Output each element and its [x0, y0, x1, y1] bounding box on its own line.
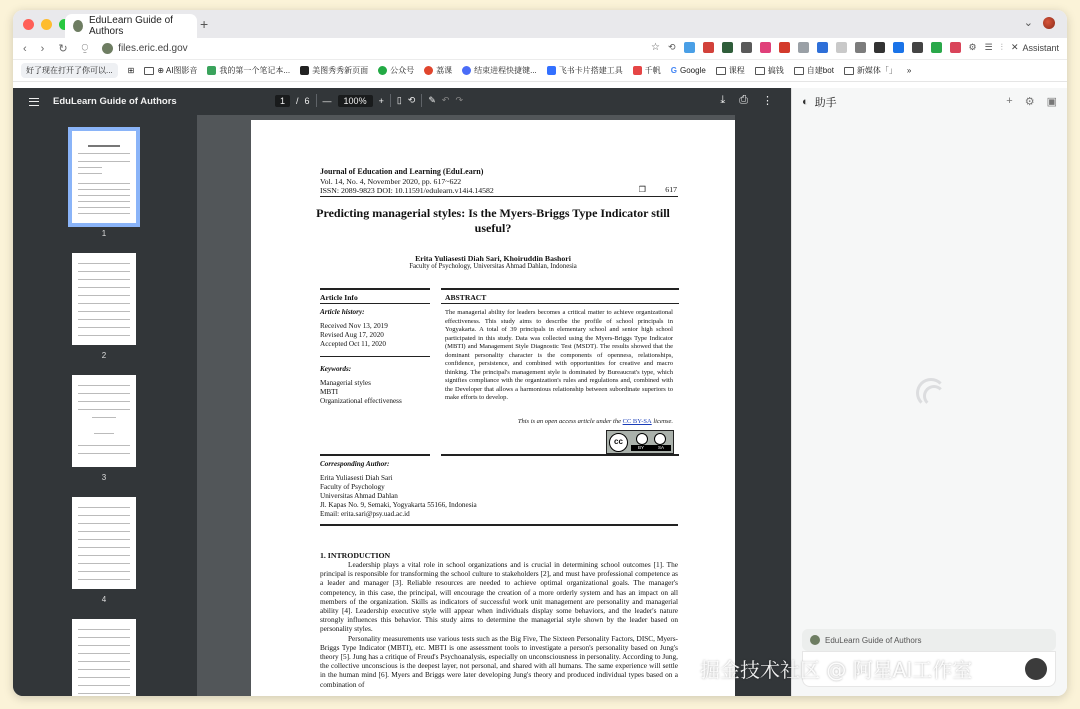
undo-icon[interactable]: ↶ [441, 95, 450, 105]
rotate-icon[interactable]: ⟲ [407, 95, 416, 105]
article-info-heading: Article Info [320, 293, 358, 302]
qianfan-icon [633, 66, 642, 75]
watermark-text: 掘金技术社区 @ 阿星AI工作室 [700, 658, 973, 682]
course-icon [424, 66, 433, 75]
paragraph: Leadership plays a vital role in school organizations and is crucial in determining school outcomes [1]. The principal is responsible for transforming the school culture to stakeholders [2], and must have professional competence as a leader and manager [3]. Reliable resources are needed to achieve optimal organizational goals. The manager's competency, in this case, the principal, will encourage the creation of a more orderly system and has an impact on all members of the organization. Skills as indicators of successful work unit management are personality and managerial ability [4]. Leadership executive style will appear when individuals display some behaviors, and the leader's nature strongly influences this behavior. This study aims to determine the managerial style shown by the leader based on personality styles. [320, 560, 678, 634]
license-link[interactable]: CC BY-SA [622, 418, 652, 425]
journal-header [320, 167, 494, 196]
thumbnail-page-5[interactable] [72, 619, 136, 696]
extension-icon[interactable] [855, 42, 866, 53]
translate-icon[interactable]: ⟲ [667, 42, 676, 52]
tab-title: EduLearn Guide of Authors [88, 15, 173, 37]
assistant-header [792, 88, 1067, 115]
mic-icon[interactable]: ⍜ [81, 42, 89, 54]
journal-name: Journal of Education and Learning (EduLearn) [320, 167, 484, 176]
revised-date: Revised Aug 17, 2020 [320, 331, 384, 339]
assistant-label: Assistant [1022, 42, 1059, 53]
thumbnail-number: 2 [101, 351, 107, 360]
context-chip[interactable] [802, 629, 1056, 651]
menu-icon[interactable] [29, 98, 39, 106]
right-gutter [735, 115, 791, 696]
extension-icon[interactable] [950, 42, 961, 53]
tab-list-chevron-icon[interactable]: ⌄ [1023, 17, 1033, 29]
corresponding-faculty: Faculty of Psychology [320, 483, 385, 491]
puzzle-icon[interactable] [893, 42, 904, 53]
page-number-value: 617 [665, 185, 677, 194]
extension-icon[interactable] [836, 42, 847, 53]
extension-icon[interactable] [684, 42, 695, 53]
header-rule [320, 196, 678, 197]
voice-icon[interactable]: ⫶ [1000, 42, 1003, 52]
cc-sa-icon [654, 433, 666, 445]
apps-grid-icon[interactable]: ⊞ [127, 66, 135, 75]
bookmark-item[interactable]: 飞书卡片搭建工具 [547, 65, 623, 76]
thumbnail-number: 1 [101, 229, 107, 238]
extension-icon[interactable] [912, 42, 923, 53]
rule [320, 288, 430, 290]
thumbnail-page-4[interactable] [72, 497, 136, 589]
folder-icon [844, 67, 854, 75]
zoom-in-button[interactable]: + [378, 95, 384, 106]
site-favicon-icon [810, 635, 820, 645]
extension-icon[interactable] [741, 42, 752, 53]
more-options-icon[interactable]: ⋮ [762, 95, 773, 107]
rule [320, 356, 430, 357]
folder-icon [794, 67, 804, 75]
bookmarks-bar [13, 60, 1067, 82]
rule [320, 303, 430, 304]
bookmark-folder[interactable]: 新媒体「」 [844, 65, 897, 76]
cc-by-icon [636, 433, 648, 445]
keywords-heading: Keywords: [320, 365, 352, 373]
page-controls [275, 94, 463, 107]
received-date: Received Nov 13, 2019 [320, 322, 388, 330]
paper-affiliation: Faculty of Psychology, Universitas Ahmad Dahlan, Indonesia [409, 263, 577, 270]
extension-icon[interactable] [798, 42, 809, 53]
assistant-logo-icon: ◐ [802, 95, 809, 108]
cc-logo-icon: cc [609, 433, 628, 452]
bookmark-item[interactable]: 我的第一个笔记本... [207, 65, 290, 76]
pdf-page [251, 120, 735, 696]
bookmark-item[interactable]: 公众号 [378, 65, 414, 76]
corresponding-address: Jl. Kapas No. 9, Semaki, Yogyakarta 55166, Indonesia [320, 501, 477, 509]
bookmark-folder[interactable]: 自建bot [794, 65, 834, 76]
pdf-viewer [13, 88, 791, 696]
bookmark-folder[interactable]: ⊕ AI图影音 [144, 65, 197, 76]
wechat-icon [378, 66, 387, 75]
keyword: Managerial styles [320, 379, 371, 387]
url-text: files.eric.ed.gov [118, 43, 188, 54]
address-bar [13, 38, 1067, 60]
journal-issn: ISSN: 2089-9823 DOI: 10.11591/edulearn.v14i4.14582 [320, 186, 494, 195]
extension-icon[interactable] [817, 42, 828, 53]
corresponding-author-heading: Corresponding Author: [320, 460, 390, 468]
redo-icon[interactable]: ↷ [455, 95, 463, 105]
paper-title: Predicting managerial styles: Is the Myers-Briggs Type Indicator still useful? [316, 206, 670, 235]
context-chip-label: EduLearn Guide of Authors [825, 635, 922, 645]
extension-icon[interactable] [874, 42, 885, 53]
page-number [639, 185, 677, 194]
close-window-button[interactable] [23, 19, 34, 30]
window-controls [23, 19, 70, 30]
journal-volume: Vol. 14, No. 4, November 2020, pp. 617~622 [320, 176, 462, 186]
assistant-panel [791, 88, 1067, 696]
assistant-placeholder-logo-icon [916, 378, 946, 408]
assistant-toggle-button[interactable] [1011, 42, 1059, 53]
close-small-icon: ✕ [1010, 42, 1019, 52]
pdf-toolbar [13, 88, 791, 115]
bookmark-item[interactable]: 千帆 [633, 65, 661, 76]
pdf-title: EduLearn Guide of Authors [53, 96, 177, 107]
folder-icon [144, 67, 154, 75]
site-favicon-icon [73, 20, 83, 32]
feishu-icon [547, 66, 556, 75]
abstract-heading: ABSTRACT [445, 293, 487, 302]
reload-icon[interactable]: ↻ [58, 43, 68, 55]
zoom-out-button[interactable]: — [322, 95, 332, 106]
forward-icon[interactable]: › [40, 42, 45, 55]
bookmark-item[interactable]: G Google [670, 66, 706, 75]
download-icon[interactable]: ⤓ [720, 94, 726, 106]
bookmark-item[interactable]: 结束进程快捷键... [462, 65, 537, 76]
corresponding-name: Erita Yuliasesti Diah Sari [320, 474, 393, 482]
bookmark-folder[interactable]: 搞钱 [755, 65, 784, 76]
bookmark-item[interactable]: 好了现在打开了你可以... [21, 63, 118, 78]
divider [316, 94, 317, 107]
folder-icon [716, 67, 726, 75]
annotate-icon[interactable]: ✎ [428, 95, 436, 105]
article-history-heading: Article history: [320, 308, 365, 316]
notebook-icon [207, 66, 216, 75]
rule [320, 454, 430, 456]
rule [441, 454, 679, 456]
bookmark-folder[interactable]: 课程 [716, 65, 745, 76]
extension-icon[interactable] [722, 42, 733, 53]
total-pages: 6 [304, 95, 310, 106]
thumbnail-page-3[interactable] [72, 375, 136, 467]
page-number-input[interactable]: 1 [275, 95, 290, 107]
history-icon[interactable]: ▣ [1046, 96, 1057, 108]
rule [320, 524, 678, 526]
profile-avatar[interactable] [1043, 17, 1055, 29]
browser-window [13, 10, 1067, 696]
star-icon[interactable]: ☆ [651, 42, 660, 53]
nav-buttons [23, 42, 88, 55]
rule [441, 288, 679, 290]
print-icon[interactable]: ⎙ [739, 94, 748, 106]
introduction-body [320, 560, 678, 689]
gear-icon [462, 66, 471, 75]
accepted-date: Accepted Oct 11, 2020 [320, 340, 386, 348]
fit-page-icon[interactable]: ▯ [396, 95, 402, 105]
page-separator: / [296, 95, 299, 106]
site-info-icon [102, 43, 113, 54]
bookmark-item[interactable]: 荔课 [424, 65, 452, 76]
minimize-window-button[interactable] [41, 19, 52, 30]
thumbnail-number: 3 [101, 473, 107, 482]
corresponding-university: Universitas Ahmad Dahlan [320, 492, 398, 500]
rule [441, 303, 679, 304]
extension-icon[interactable] [760, 42, 771, 53]
open-access-notice: This is an open access article under the CC BY-SA license. [517, 418, 673, 425]
bookmarks-overflow-button[interactable]: » [906, 66, 912, 75]
keyword: MBTI [320, 388, 338, 396]
extension-icon[interactable] [931, 42, 942, 53]
extension-icon[interactable] [703, 42, 714, 53]
bookmark-item[interactable]: 美图秀秀新页面 [300, 65, 368, 76]
new-tab-button[interactable]: + [200, 16, 209, 32]
zoom-input[interactable]: 100% [338, 95, 373, 107]
page-symbol-icon: ❒ [638, 185, 646, 194]
cc-badge-labels: BY SA [631, 445, 671, 451]
cc-license-badge[interactable] [606, 430, 674, 454]
back-icon[interactable]: ‹ [23, 42, 27, 55]
google-icon: G [670, 66, 677, 75]
tabbar-controls [1024, 16, 1055, 29]
paper-authors: Erita Yuliasesti Diah Sari, Khoiruddin Bashori [415, 254, 571, 263]
extensions-row [651, 42, 1059, 53]
tab-bar [13, 10, 1067, 38]
assistant-title: 助手 [814, 96, 837, 109]
extensions-menu-icon[interactable]: ⚙ [968, 42, 977, 52]
send-button[interactable] [1025, 658, 1047, 680]
divider [390, 94, 391, 107]
corresponding-email: Email: erita.sari@psy.uad.ac.id [320, 510, 410, 518]
thumbnail-page-2[interactable] [72, 253, 136, 345]
meitu-icon [300, 66, 309, 75]
paragraph: Personality measurements use various tests such as the Big Five, The Sixteen Personality Factors, DISC, Myers-Briggs Type Indicator (MBTI), etc. MBTI is one assessment tools to investigate a person's personality based on Jung's theory [5]. Jung has a critique of Freud's Psychoanalysis, especially on unconsciousness in personality. According to Jung, the collective unconscious is the deepest layer, not personal, and shared with all humans. The same experience will settle in the human mind [6]. Myers and Briggs were later developing Jung's theory and produced individual types based on a combination of [320, 633, 678, 689]
thumbnail-number: 4 [101, 595, 107, 604]
keyword: Organizational effectiveness [320, 397, 402, 405]
thumbnail-page-1[interactable] [72, 131, 136, 223]
divider [421, 94, 422, 107]
extension-icon[interactable] [779, 42, 790, 53]
folder-icon [755, 67, 765, 75]
introduction-heading: 1. INTRODUCTION [320, 551, 391, 560]
reading-list-icon[interactable]: ☰ [984, 42, 993, 52]
pdf-actions [720, 94, 773, 107]
new-chat-icon[interactable]: + [1006, 95, 1013, 107]
settings-icon[interactable]: ⚙ [1024, 96, 1035, 108]
tab-active[interactable] [65, 14, 197, 38]
url-field[interactable] [102, 43, 187, 54]
abstract-text: The managerial ability for leaders becomes a critical matter to achieve organizational effectiveness. This study aims to describe the profile of school principals in Yogyakarta. A total of 39 principals in elementary school and senior high school participated in this study. Data was collected using the Myers-Briggs Type Indicator (MBTI) and Management Style Diagnostic Test (MSDT). The results showed that the dominant personality character is the components of openness, relationships, confidence, persistence, and combined with opportunities for creative and macro thinking. The principal's management style is dominated by Bureaucrat's type, which signifies compliance with the organization's rules and regulations and, combined with the Developer that allows a harmonious relationship between subordinate superiors to make efforts to develop. [445, 309, 673, 401]
thumbnail-sidebar [13, 115, 197, 696]
assistant-actions [1006, 95, 1057, 108]
